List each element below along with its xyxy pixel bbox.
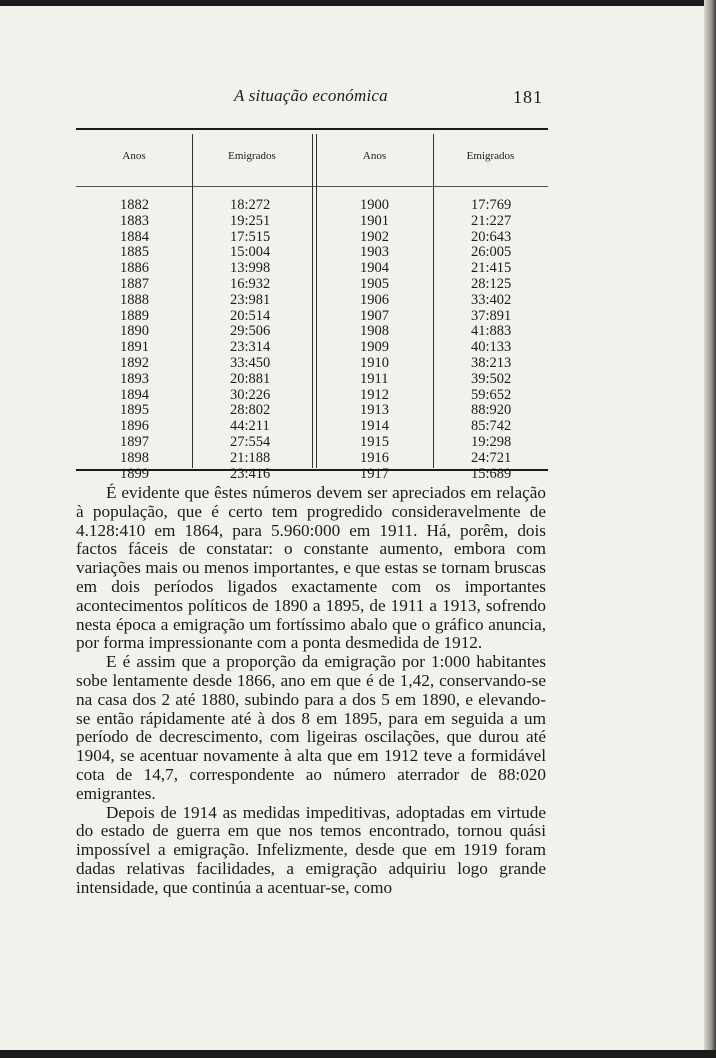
- table-cell: 1888: [120, 291, 149, 308]
- column-values: [76, 198, 192, 482]
- table-cell: 1915: [360, 433, 389, 450]
- table-column-emigrants-1: [192, 128, 312, 482]
- table-cell: 21:415: [471, 260, 512, 277]
- column-header: Anos: [122, 150, 146, 162]
- table-cell: 30:226: [230, 386, 271, 403]
- column-header: Emigrados: [228, 150, 276, 162]
- table-cell: 1909: [360, 339, 389, 356]
- table-cell: 1906: [360, 291, 389, 308]
- table-cell: 1898: [120, 449, 149, 466]
- table-cell: 1900: [360, 197, 389, 213]
- table-cell: 20:881: [230, 370, 271, 387]
- table-cell: 16:932: [230, 275, 271, 292]
- table-cell: 1907: [360, 307, 389, 324]
- table-cell: 1910: [360, 354, 389, 371]
- emigration-table: [76, 128, 548, 482]
- table-cell: 1913: [360, 402, 389, 419]
- table-cell: 85:742: [471, 418, 512, 435]
- table-cell: 15:689: [471, 465, 512, 482]
- table-cell: 33:450: [230, 354, 271, 371]
- table-cell: 1911: [360, 370, 389, 387]
- table-cell: 1899: [120, 465, 149, 482]
- table-cell: 23:314: [230, 339, 271, 356]
- table-cell: 1884: [120, 228, 149, 245]
- table-cell: 19:251: [230, 212, 271, 229]
- table-cell: 1892: [120, 354, 149, 371]
- table-cell: 39:502: [471, 370, 512, 387]
- table-cell: 1904: [360, 260, 389, 277]
- page-number: 181: [513, 87, 543, 107]
- column-header: Anos: [362, 150, 387, 162]
- table-cell: 17:515: [230, 228, 271, 245]
- table-cell: 19:298: [471, 433, 512, 450]
- table-cell: 1914: [360, 418, 389, 435]
- table-cell: 1896: [120, 418, 149, 435]
- table-cell: 1895: [120, 402, 149, 419]
- table-cell: 1897: [120, 433, 149, 450]
- table-cell: 1891: [120, 339, 149, 356]
- table-cell: 26:005: [471, 244, 512, 261]
- table-cell: 1882: [120, 197, 149, 213]
- scan-border-bottom: [0, 1050, 716, 1058]
- page-gutter-edge: [704, 0, 716, 1058]
- table-cell: 41:883: [471, 323, 512, 340]
- table-cell: 21:188: [230, 449, 271, 466]
- table-cell: 24:721: [471, 449, 512, 466]
- table-cell: 28:802: [230, 402, 271, 419]
- table-double-divider-left: [312, 134, 313, 468]
- table-cell: 1905: [360, 275, 389, 292]
- paragraph: Depois de 1914 as medidas impeditivas, adoptadas em virtude do estado de guerra em que nos temos encontrado, tornou quási impossível a emigração. Infelizmente, desde que em 1919 foram dadas relativas facilidades, a emigração adquiriu logo grande intensidade, que continúa a acentuar-se, como: [76, 802, 546, 897]
- table-cell: 1903: [360, 244, 389, 261]
- scan-border-top: [0, 0, 716, 6]
- table-cell: 33:402: [471, 291, 512, 308]
- table-cell: 1885: [120, 244, 149, 261]
- table-cell: 1890: [120, 323, 149, 340]
- table-cell: 20:514: [230, 307, 271, 324]
- table-cell: 1894: [120, 386, 149, 403]
- table-cell: 1893: [120, 370, 149, 387]
- column-values: [433, 198, 548, 482]
- table-cell: 1912: [360, 386, 389, 403]
- table-column-emigrants-2: [433, 128, 548, 482]
- table-cell: 15:004: [230, 244, 271, 261]
- column-header: Emigrados: [466, 150, 515, 162]
- table-cell: 1902: [360, 228, 389, 245]
- table-cell: 13:998: [230, 260, 271, 277]
- running-title: A situação económica: [234, 86, 388, 105]
- table-cell: 27:554: [230, 433, 271, 450]
- table-cell: 88:920: [471, 402, 512, 419]
- table-cell: 29:506: [230, 323, 271, 340]
- table-cell: 37:891: [471, 307, 512, 324]
- column-values: [316, 198, 433, 482]
- paragraph: É evidente que êstes números devem ser apreciados em relação à população, que é certo tem progredido consideravelmente de 4.128:410 em 1864, para 5.960:000 em 1911. Há, porêm, dois factos fáceis de constatar: o constante aumento, embora com variações mais ou menos importantes, e que estas se tornam bruscas em dois períodos ligados exactamente com os importantes acontecimentos políticos de 1890 a 1895, de 1911 a 1913, sofrendo nesta época a emigração um fortíssimo abalo que o gráfico anuncia, por forma impressionante com a ponta desmedida de 1912.: [76, 483, 546, 653]
- table-cell: 1887: [120, 275, 149, 292]
- table-cell: 44:211: [230, 418, 270, 435]
- table-cell: 1889: [120, 307, 149, 324]
- table-cell: 23:416: [230, 465, 271, 482]
- table-cell: 40:133: [471, 339, 512, 356]
- table-column-years-2: [316, 128, 433, 482]
- table-cell: 59:652: [471, 386, 512, 403]
- table-cell: 28:125: [471, 275, 512, 292]
- body-text: [76, 484, 546, 898]
- table-cell: 1886: [120, 260, 149, 277]
- table-cell: 20:643: [471, 228, 512, 245]
- table-cell: 1908: [360, 323, 389, 340]
- paragraph: E é assim que a proporção da emigração por 1:000 habitantes sobe lentamente desde 1866, ano em que é de 1,42, conservando-se na casa dos 2 até 1880, subindo para a dos 5 em 1890, e elevando-se então rápidamente até à dos 8 em 1895, para em seguida a um período de decrescimento, com ligeiras oscilações, que durou até 1904, se acentuar novamente à alta que em 1912 teve a formidável cota de 14,7, correspondente ao número aterrador de 88:020 emigrantes.: [76, 652, 546, 803]
- table-cell: 21:227: [471, 212, 512, 229]
- table-column-years-1: [76, 128, 192, 482]
- table-cell: 1901: [360, 212, 389, 229]
- table-cell: 38:213: [471, 354, 512, 371]
- table-cell: 17:769: [471, 197, 512, 213]
- table-cell: 1917: [360, 465, 389, 482]
- table-cell: 23:981: [230, 291, 271, 308]
- table-cell: 18:272: [230, 197, 271, 213]
- running-head: [0, 86, 716, 112]
- table-cell: 1883: [120, 212, 149, 229]
- column-values: [192, 198, 312, 482]
- table-cell: 1916: [360, 449, 389, 466]
